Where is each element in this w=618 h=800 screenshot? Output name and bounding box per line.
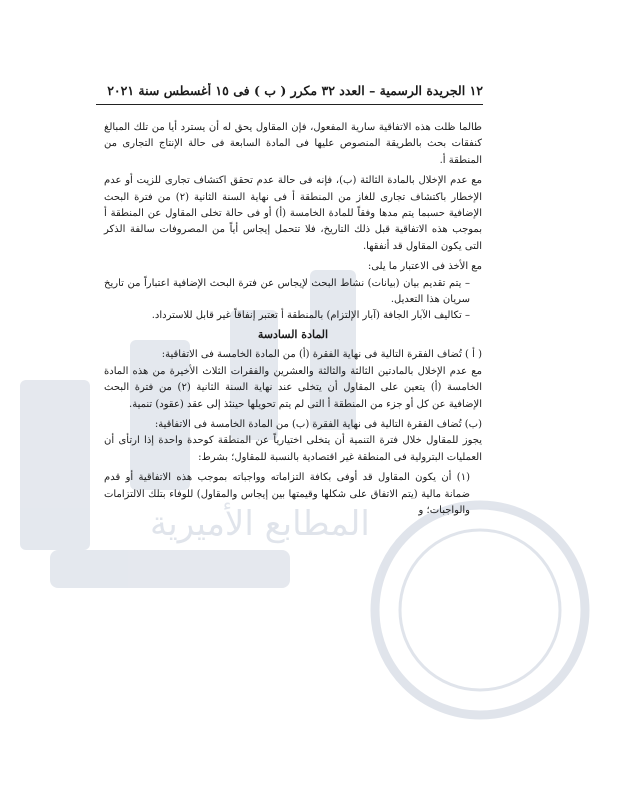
paragraph-recovery: طالما ظلت هذه الاتفاقية سارية المفعول، فإن المقاول يحق له أن يسترد أيا من تلك المبالغ كنفقات بحث بالطريقة المنصوص عليها فى المادة السابعة فى حالة الإنتاج التجارى من المنطقة أ. [104, 122, 482, 166]
paragraph-clause-a-body: مع عدم الإخلال بالمادتين الثالثة والثالثة والعشرين والفقرات الثلاث الأخيرة من هذه المادة الخامسة (أ) يتعين على المقاول أن يتخلى عند نهاية السنة الثانية (٢) من فترة البحث الإضافية عن كل أو جزء من المنطقة أ التى لم يتم تحويلها حينئذ إلى عقد (عقود) تنمية. [104, 365, 483, 410]
header-rule [96, 104, 483, 105]
paragraph-clause-b-intro: (ب) تُضاف الفقرة التالية فى نهاية الفقرة (ب) من المادة الخامسة فى الاتفاقية: [154, 418, 482, 430]
page-header: ١٢ الجريدة الرسمية – العدد ٣٢ مكرر ( ب ) فى ١٥ أغسطس سنة ٢٠٢١ [107, 83, 483, 98]
page-body [104, 120, 482, 519]
list-item-statement: – يتم تقديم بيان (بيانات) نشاط البحث لإيجاس عن فترة البحث الإضافية اعتباراً من تاريخ سريان هذا التعديل. [104, 277, 470, 306]
paragraph-clause-b-body: يجوز للمقاول خلال فترة التنمية أن يتخلى اختيارياً عن المنطقة كوحدة واحدة إذا ارتأى أن العمليات البترولية فى المنطقة غير اقتصادية بالنسبة للمقاول؛ بشرط: [104, 435, 482, 463]
paragraph-consideration: مع الأخذ فى الاعتبار ما يلى: [367, 261, 482, 273]
watermark-text: المطابع الأميرية [150, 504, 370, 544]
list-item-dry-wells: – تكاليف الآبار الجافة (آبار الإلتزام) بالمنطقة أ تعتبر إنفاقاً غير قابل للاسترداد. [151, 310, 470, 322]
section-title: المادة السادسة [257, 327, 329, 341]
paragraph-no-discovery: مع عدم الإخلال بالمادة الثالثة (ب)، فإنه فى حالة عدم تحقق اكتشاف تجارى للزيت أو عدم الإخطار باكتشاف تجارى للغاز من المنطقة أ فى نهاية السنة الثانية (٢) من فترة البحث الإضافية حسبما يتم مدها وفقاً للمادة الخامسة (أ) أو فى حالة تخلى المقاول عن المنطقة أ بموجب هذه الاتفاقية قبل ذلك التاريخ، فلا تتحمل إيجاس أياً من المصروفات سالفة الذكر التى يكون المقاول قد أنفقها. [104, 175, 483, 252]
paragraph-clause-a-intro: ( أ ) تُضاف الفقرة التالية فى نهاية الفقرة (أ) من المادة الخامسة فى الاتفاقية: [161, 349, 482, 361]
list-item-condition-1: (١) أن يكون المقاول قد أوفى بكافة التزاماته وواجباته بموجب هذه الاتفاقية أو قدم ضمانة مالية (يتم الاتفاق على شكلها وقيمتها بين إيجاس والمقاول) للوفاء بتلك الالتزامات والواجبات؛ و [104, 472, 470, 516]
